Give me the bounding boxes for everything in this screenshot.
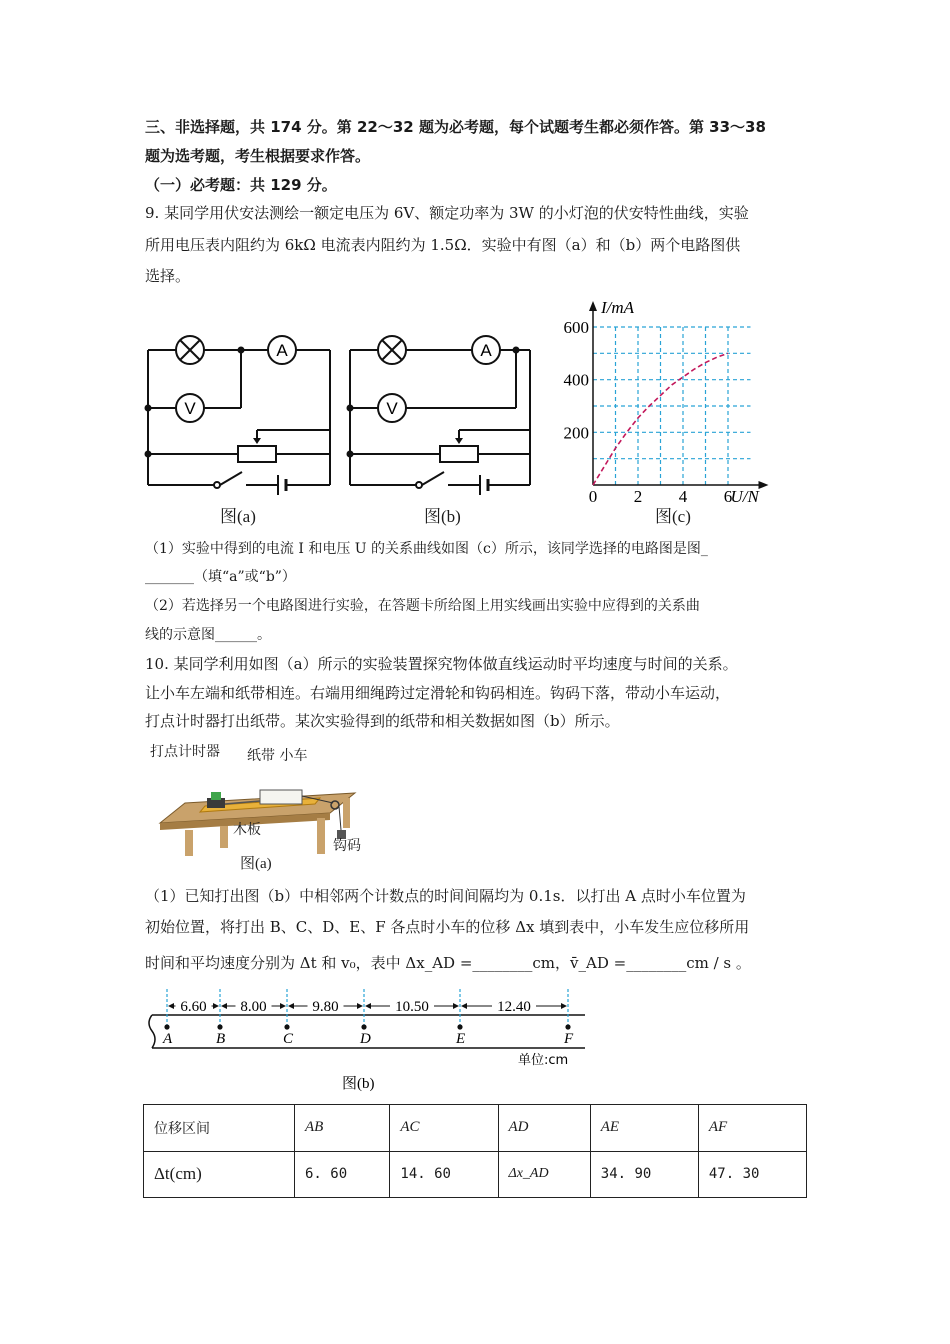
x-axis-arrow <box>759 481 769 489</box>
tape-caption: 图(b) <box>342 1076 375 1092</box>
tape-dot <box>565 1024 570 1029</box>
ammeter-label: A <box>276 341 288 360</box>
table-cell: Δt(cm) <box>144 1151 295 1198</box>
voltmeter-label: V <box>386 399 398 418</box>
tape-dot <box>284 1024 289 1029</box>
circuit-a-figure <box>140 330 340 530</box>
chart-ticks <box>564 318 733 506</box>
table-header-cell: AB <box>295 1105 390 1152</box>
tape-point-label: B <box>216 1031 226 1047</box>
y-tick-label: 400 <box>563 370 589 390</box>
apparatus-caption: 图(a) <box>240 856 272 872</box>
y-tick-label: 200 <box>563 423 589 443</box>
tape-arrow <box>453 1003 459 1009</box>
x-tick-label: 0 <box>588 487 598 506</box>
tape-segment-label: 8.00 <box>240 999 267 1015</box>
tape-figure <box>140 985 600 1100</box>
table-cell: Δx_AD <box>498 1151 590 1198</box>
fig-a-caption: 图(a) <box>220 507 256 526</box>
tape-arrow <box>561 1003 567 1009</box>
table-cell: 6. 60 <box>295 1151 390 1198</box>
table-cell: 47. 30 <box>698 1151 806 1198</box>
tape-segment-label: 9.80 <box>312 999 339 1015</box>
q9-line3: 选择。 <box>145 267 191 285</box>
tape-dot <box>457 1024 462 1029</box>
x-axis-label: U/N <box>730 487 759 506</box>
q9-part1-line2: _______（填“a”或“b”） <box>145 569 296 585</box>
displacement-table <box>143 1104 807 1198</box>
timer-label: 打点计时器 <box>150 744 220 760</box>
table-header-cell: AF <box>698 1105 806 1152</box>
q10-part1-line2: 初始位置，将打出 B、C、D、E、F 各点时小车的位移 Δx 填到表中，小车发生应位移所用 <box>145 918 750 936</box>
circuit-b-figure <box>342 330 542 530</box>
tape-arrow <box>357 1003 363 1009</box>
q10-line3: 打点计时器打出纸带。某次实验得到的纸带和相关数据如图（b）所示。 <box>145 712 620 730</box>
q10-line1: 10. 某同学利用如图（a）所示的实验装置探究物体做直线运动时平均速度与时间的关系。 <box>145 655 738 673</box>
tape-unit: 单位:cm <box>518 1053 569 1068</box>
tape-point-label: C <box>283 1031 294 1047</box>
table-header-cell: 位移区间 <box>144 1105 295 1152</box>
tape-point-label: A <box>163 1031 173 1047</box>
board-label: 木板 <box>233 822 261 838</box>
table-header-cell: AC <box>390 1105 498 1152</box>
y-axis-arrow <box>589 301 597 311</box>
q10-part1-line3: 时间和平均速度分别为 Δt 和 v₀，表中 Δx_AD =________cm，v̄_AD =________cm / s 。 <box>145 954 751 972</box>
table-row <box>144 1151 807 1198</box>
table-cell: 34. 90 <box>590 1151 698 1198</box>
x-tick-label: 6 <box>723 487 733 506</box>
table-header-row <box>144 1105 807 1152</box>
tape-point-label: E <box>456 1031 466 1047</box>
fig-c-caption: 图(c) <box>655 507 691 526</box>
tape-arrow <box>221 1003 227 1009</box>
y-axis-label: I/mA <box>601 298 635 317</box>
y-tick-label: 600 <box>563 318 589 337</box>
tape-segment-label: 6.60 <box>180 999 207 1015</box>
tape-arrow <box>213 1003 219 1009</box>
ammeter-label: A <box>480 341 492 360</box>
tape-arrow <box>168 1003 174 1009</box>
tape-marks <box>162 989 574 1047</box>
tape-point-label: F <box>564 1031 574 1047</box>
voltmeter-label: V <box>184 399 196 418</box>
tape-arrow <box>280 1003 286 1009</box>
q9-line2: 所用电压表内阻约为 6kΩ 电流表内阻约为 1.5Ω．实验中有图（a）和（b）两个电路图供 <box>145 236 741 254</box>
q9-part2-line1: （2）若选择另一个电路图进行实验，在答题卡所给图上用实线画出实验中应得到的关系曲 <box>145 598 700 614</box>
tape-segment-label: 12.40 <box>497 999 531 1015</box>
q9-part2-line2: 线的示意图______。 <box>145 627 271 643</box>
q9-line1: 9. 某同学用伏安法测绘一额定电压为 6V、额定功率为 3W 的小灯泡的伏安特性曲线，实验 <box>145 204 749 222</box>
q10-part1-line1: （1）已知打出图（b）中相邻两个计数点的时间间隔均为 0.1s．以打出 A 点时小车位置为 <box>145 887 746 905</box>
table-cell: 14. 60 <box>390 1151 498 1198</box>
tape-dot <box>217 1024 222 1029</box>
section-heading-line2: 题为选考题，考生根据要求作答。 <box>145 147 371 165</box>
x-tick-label: 4 <box>678 487 688 506</box>
tape-dot <box>164 1024 169 1029</box>
sub-heading: （一）必考题：共 129 分。 <box>145 176 337 194</box>
tape-point-label: D <box>360 1031 371 1047</box>
tape-arrow <box>288 1003 294 1009</box>
tape-segment-label: 10.50 <box>395 999 429 1015</box>
fig-b-caption: 图(b) <box>424 507 461 526</box>
tape-arrow <box>365 1003 371 1009</box>
tape-cart-label: 纸带 小车 <box>247 748 308 764</box>
weight-label: 钩码 <box>333 838 361 854</box>
apparatus-figure <box>145 738 395 878</box>
table-header-cell: AE <box>590 1105 698 1152</box>
table-header-cell: AD <box>498 1105 590 1152</box>
section-heading-line1: 三、非选择题，共 174 分。第 22～32 题为必考题，每个试题考生都必须作答。第 33～38 <box>145 118 766 136</box>
tape-dot <box>361 1024 366 1029</box>
iu-chart <box>545 293 795 508</box>
q9-part1-line1: （1）实验中得到的电流 I 和电压 U 的关系曲线如图（c）所示，该同学选择的电路图是图_ <box>145 541 708 557</box>
chart-grid <box>593 327 751 485</box>
x-tick-label: 2 <box>633 487 643 506</box>
q10-line2: 让小车左端和纸带相连。右端用细绳跨过定滑轮和钩码相连。钩码下落，带动小车运动， <box>145 684 731 702</box>
tape-arrow <box>461 1003 467 1009</box>
